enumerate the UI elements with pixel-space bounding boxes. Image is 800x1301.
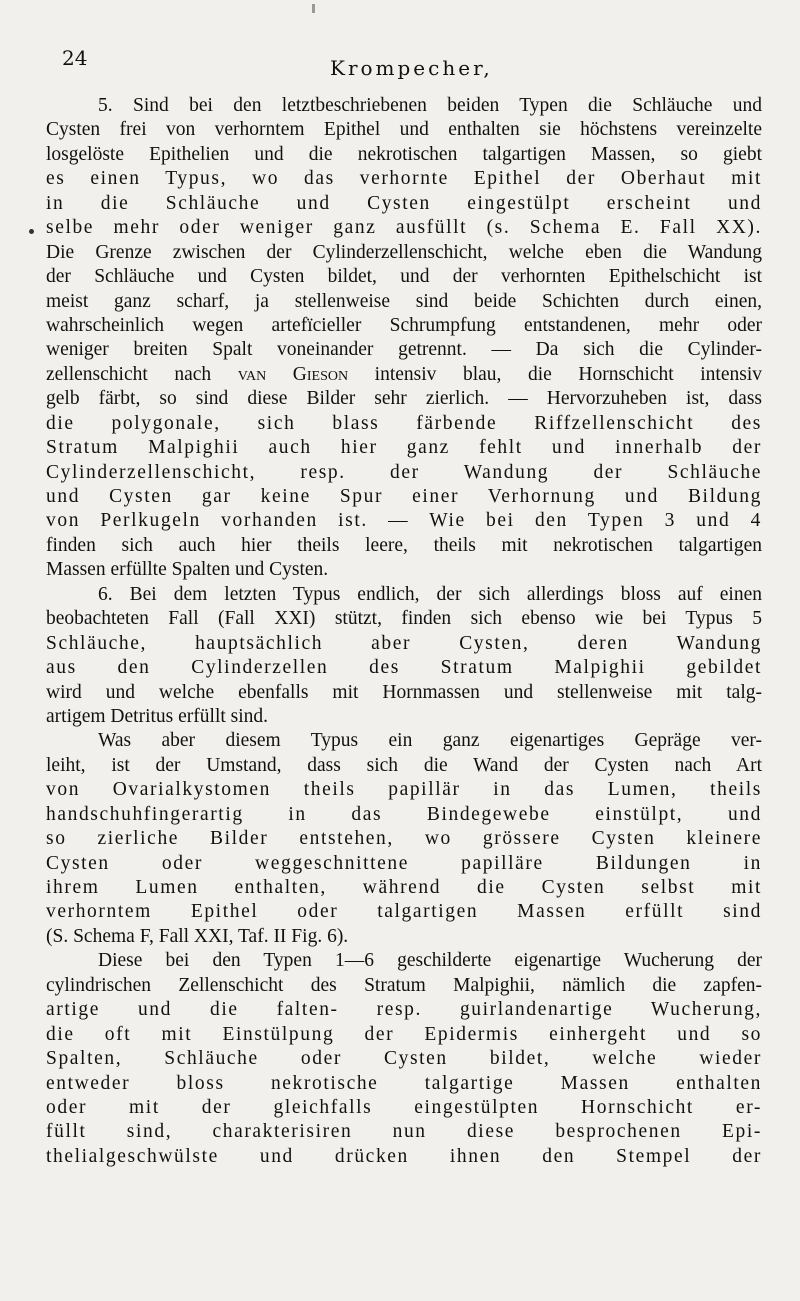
text-line: der Schläuche und Cysten bildet, und der verhornten Epithelschicht ist (46, 266, 762, 288)
running-head-author: Krompecher, (330, 56, 493, 80)
text-line: so zierliche Bilder entstehen, wo grössere Cysten kleinere (46, 828, 762, 850)
author-name-smallcaps: van Gieson (237, 363, 349, 385)
text-line: und Cysten gar keine Spur einer Verhornung und Bildung (46, 486, 762, 507)
text-line (46, 363, 762, 387)
text-line: Diese bei den Typen 1—6 geschilderte eigenartige Wucherung der (98, 950, 762, 972)
text-line: entweder bloss nekrotische talgartige Massen enthalten (46, 1072, 762, 1094)
text-line: die polygonale, sich blass färbende Riffzellenschicht des (46, 412, 762, 434)
text-line: Cysten oder weggeschnittene papilläre Bildungen in (46, 852, 762, 874)
text-line: in die Schläuche und Cysten eingestülpt erscheint und (46, 192, 762, 214)
text-line: Spalten, Schläuche oder Cysten bildet, welche wieder (46, 1048, 762, 1070)
running-head (62, 46, 750, 80)
text-line: Schläuche, hauptsächlich aber Cysten, deren Wandung (46, 632, 762, 654)
text-line: gelb färbt, so sind diese Bilder sehr zierlich. — Hervorzuheben ist, dass (46, 388, 762, 410)
text-line: weniger breiten Spalt voneinander getrennt. — Da sich die Cylinder- (46, 339, 762, 361)
text-line: wahrscheinlich wegen artefïcieller Schrumpfung entstandenen, mehr oder (46, 314, 762, 336)
text-line: losgelöste Epithelien und die nekrotischen talgartigen Massen, so giebt (46, 143, 762, 165)
text-line: Stratum Malpighii auch hier ganz fehlt und innerhalb der (46, 437, 762, 459)
text-line: es einen Typus, wo das verhornte Epithel der Oberhaut mit (46, 168, 762, 190)
text-line: leiht, ist der Umstand, dass sich die Wand der Cysten nach Art (46, 754, 762, 776)
text-line: 6. Bei dem letzten Typus endlich, der sich allerdings bloss auf einen (98, 583, 762, 605)
text-line: cylindrischen Zellenschicht des Stratum Malpighii, nämlich die zapfen- (46, 974, 762, 996)
text-line: finden sich auch hier theils leere, theils mit nekrotischen talgartigen (46, 534, 762, 556)
print-mark (312, 4, 315, 13)
margin-dot (29, 229, 34, 234)
text-line: Cysten frei von verhorntem Epithel und enthalten sie höchstens vereinzelte (46, 119, 762, 141)
page-number: 24 (62, 46, 88, 70)
text-line: die oft mit Einstülpung der Epidermis einhergeht und so (46, 1023, 762, 1045)
text-segment: intensiv blau, die Hornschicht intensiv (374, 363, 762, 385)
text-line: Die Grenze zwischen der Cylinderzellenschicht, welche eben die Wandung (46, 241, 762, 263)
body-text (46, 94, 762, 1169)
text-line: handschuhfingerartig in das Bindegewebe einstülpt, und (46, 803, 762, 825)
text-line: wird und welche ebenfalls mit Hornmassen und stellenweise mit talg- (46, 681, 762, 703)
text-segment: zellenschicht nach (46, 363, 212, 385)
text-line: Massen erfüllte Spalten und Cysten. (46, 559, 329, 581)
text-line: thelialgeschwülste und drücken ihnen den Stempel der (46, 1145, 762, 1167)
text-line: aus den Cylinderzellen des Stratum Malpighii gebildet (46, 657, 762, 679)
text-line: meist ganz scharf, ja stellenweise sind beide Schichten durch einen, (46, 290, 762, 312)
text-line: (S. Schema F, Fall XXI, Taf. II Fig. 6). (46, 925, 349, 947)
text-line: verhorntem Epithel oder talgartigen Massen erfüllt sind (46, 901, 762, 923)
text-line: füllt sind, charakterisiren nun diese besprochenen Epi- (46, 1121, 762, 1143)
text-line: artigem Detritus erfüllt sind. (46, 705, 269, 727)
text-line: oder mit der gleichfalls eingestülpten Hornschicht er- (46, 1096, 762, 1118)
text-line: Was aber diesem Typus ein ganz eigenartiges Gepräge ver- (98, 730, 762, 752)
text-line: von Perlkugeln vorhanden ist. — Wie bei den Typen 3 und 4 (46, 510, 762, 532)
text-line: selbe mehr oder weniger ganz ausfüllt (s. Schema E. Fall XX). (46, 217, 762, 239)
text-line: von Ovarialkystomen theils papillär in das Lumen, theils (46, 779, 762, 801)
text-line: ihrem Lumen enthalten, während die Cysten selbst mit (46, 877, 762, 898)
text-line: Cylinderzellenschicht, resp. der Wandung der Schläuche (46, 461, 762, 483)
text-line: beobachteten Fall (Fall XXI) stützt, finden sich ebenso wie bei Typus 5 (46, 608, 762, 630)
text-line: artige und die falten- resp. guirlandenartige Wucherung, (46, 999, 762, 1021)
text-line: 5. Sind bei den letztbeschriebenen beiden Typen die Schläuche und (98, 95, 762, 116)
